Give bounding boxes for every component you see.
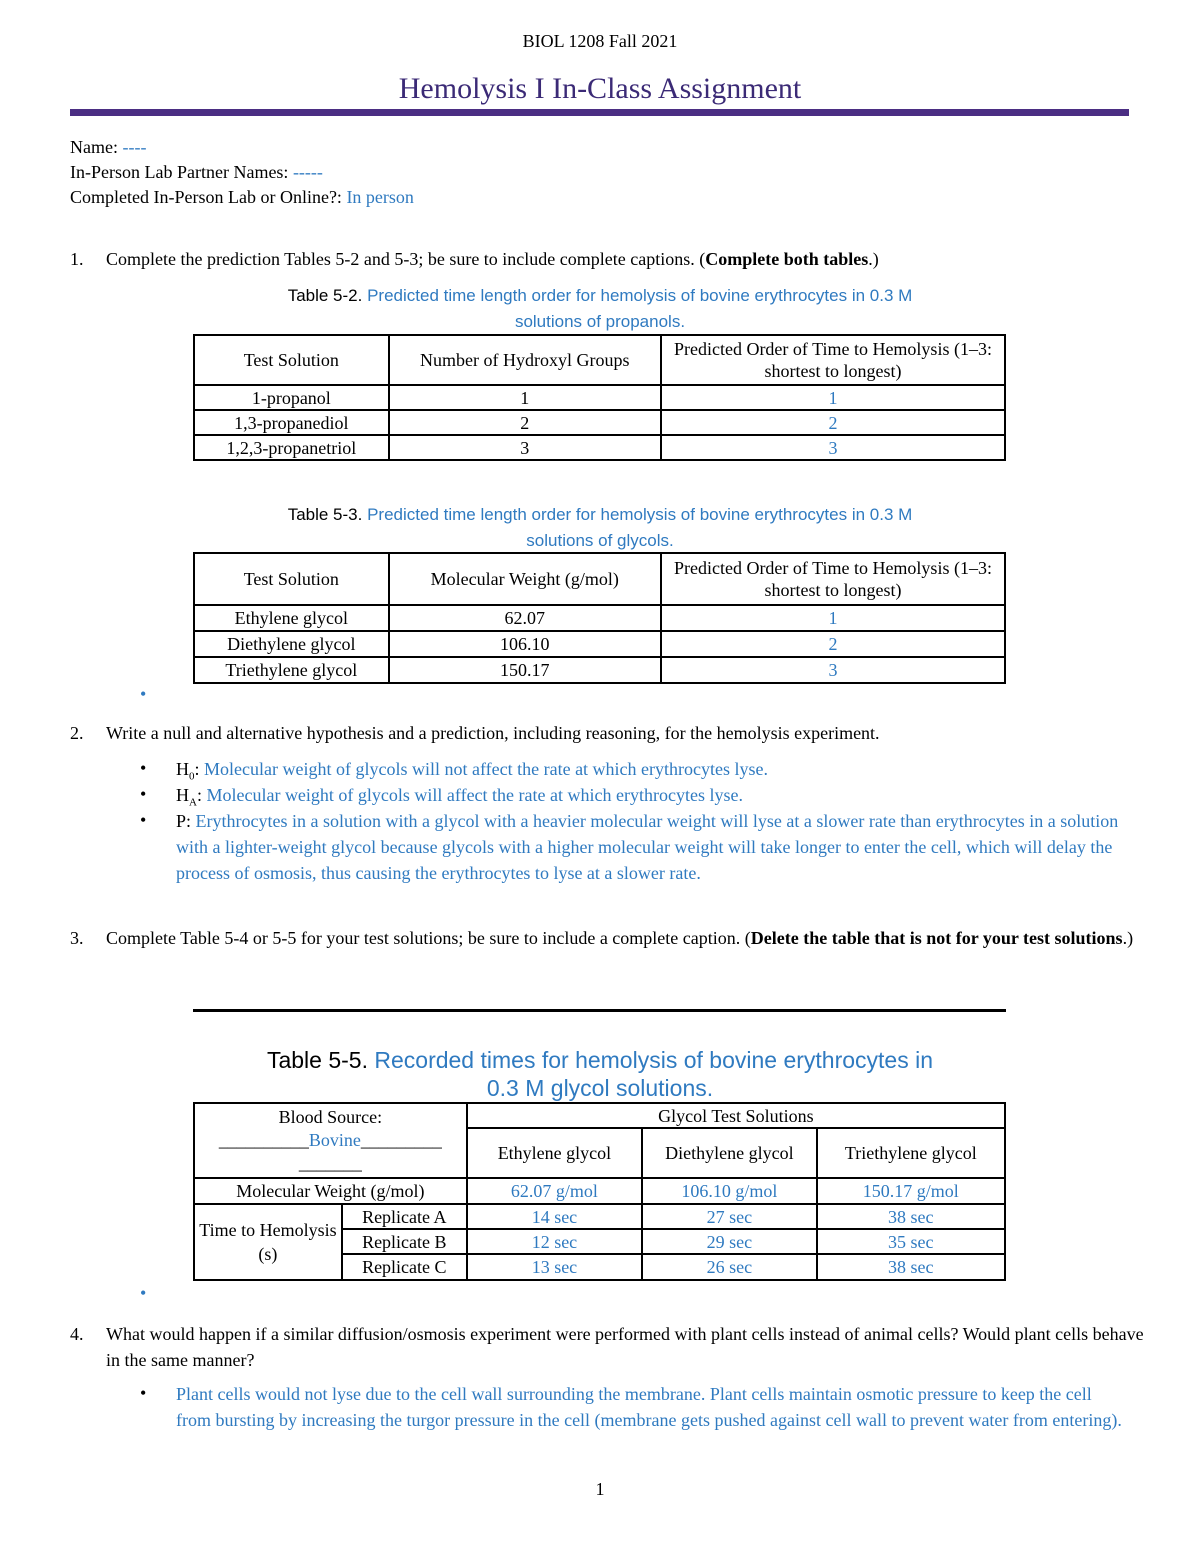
- table-cell: 13 sec: [467, 1254, 642, 1280]
- table-cell: 1,3-propanediol: [194, 410, 389, 435]
- header-cell: Predicted Order of Time to Hemolysis (1–3: shortest to longest): [661, 335, 1005, 385]
- header-cell: Diethylene glycol: [642, 1128, 816, 1178]
- table-cell: 62.07: [389, 605, 661, 631]
- table-cell: 38 sec: [817, 1254, 1005, 1280]
- table-cell: Diethylene glycol: [194, 631, 389, 657]
- table-cell: 2: [661, 631, 1005, 657]
- header-cell: Number of Hydroxyl Groups: [389, 335, 661, 385]
- table-5-3: [193, 552, 1006, 684]
- table-cell: 3: [661, 435, 1005, 460]
- mw-label-cell: Molecular Weight (g/mol): [194, 1178, 467, 1204]
- table-cell: 62.07 g/mol: [467, 1178, 642, 1204]
- table55-caption-text2: 0.3 M glycol solutions.: [486, 1075, 714, 1101]
- q2-text: Write a null and alternative hypothesis and a prediction, including reasoning, for the hemolysis experiment.: [106, 723, 880, 743]
- table-row: [194, 657, 1005, 683]
- header-cell: Ethylene glycol: [467, 1128, 642, 1178]
- blood-underline: _________: [360, 1130, 442, 1150]
- header-cell: Molecular Weight (g/mol): [389, 553, 661, 605]
- table-cell: 150.17: [389, 657, 661, 683]
- name-label: Name:: [70, 137, 118, 157]
- p-text: Erythrocytes in a solution with a glycol with a heavier molecular weight will lyse at a slower rate than erythrocytes in a solution with a lighter-weight glycol because glycols with a higher molecular weight will take longer to enter the cell, which will delay the process of osmosis, thus causing the erythrocytes to lyse at a slower rate.: [176, 811, 1119, 883]
- table-row: [194, 410, 1005, 435]
- prediction: [176, 808, 1136, 886]
- q3-bold: Delete the table that is not for your test solutions: [750, 928, 1123, 948]
- table-cell: 106.10: [389, 631, 661, 657]
- q4-text: What would happen if a similar diffusion/osmosis experiment were performed with plant cells instead of animal cells? Would plant cells behave in the same manner?: [106, 1324, 1144, 1370]
- q1-end: .): [868, 249, 879, 269]
- header-cell: Test Solution: [194, 335, 389, 385]
- table52-caption-label: Table 5-2.: [287, 286, 363, 305]
- ha-bullet: •: [140, 784, 147, 804]
- q3-text: [106, 925, 1136, 951]
- h0-label: H: [176, 759, 189, 779]
- table-row: [194, 1178, 1005, 1204]
- replicate-label: Replicate C: [342, 1254, 467, 1280]
- q4-number: 4.: [70, 1324, 84, 1344]
- blood-source-value: Bovine: [308, 1130, 361, 1150]
- blood-underline: __________: [218, 1130, 309, 1150]
- q4-answer: Plant cells would not lyse due to the cell wall surrounding the membrane. Plant cells maintain osmotic pressure to keep the cell from bursting by increasing the turgor pressure in the cell (membrane gets pushed against cell wall to prevent water from entering).: [176, 1384, 1122, 1430]
- table52-caption: [190, 283, 1010, 335]
- table-cell: 106.10 g/mol: [642, 1178, 816, 1204]
- table-cell: 1: [661, 605, 1005, 631]
- q1-number: 1.: [70, 249, 84, 269]
- group-header-cell: Glycol Test Solutions: [467, 1103, 1005, 1128]
- table-row: [194, 1204, 1005, 1229]
- table-cell: Ethylene glycol: [194, 605, 389, 631]
- page-title: Hemolysis I In-Class Assignment: [398, 72, 802, 105]
- table-cell: 1: [661, 385, 1005, 410]
- title-rule: [70, 109, 1129, 116]
- partner-line: [70, 162, 323, 183]
- table-cell: 12 sec: [467, 1229, 642, 1254]
- q1-text: [106, 246, 1136, 272]
- table-5-2: [193, 334, 1006, 461]
- page-number: 1: [595, 1479, 605, 1499]
- name-value: ----: [122, 137, 147, 157]
- table53-caption-text2: solutions of glycols.: [526, 531, 674, 550]
- table55-caption: [190, 1046, 1010, 1102]
- table-cell: 1,2,3-propanetriol: [194, 435, 389, 460]
- table55-caption-label: Table 5-5.: [266, 1047, 368, 1073]
- partner-value: -----: [292, 162, 323, 182]
- p-label: P:: [176, 811, 192, 831]
- replicate-label: Replicate B: [342, 1229, 467, 1254]
- q3-end: .): [1122, 928, 1134, 948]
- table53-caption-label: Table 5-3.: [287, 505, 363, 524]
- q3-number: 3.: [70, 928, 84, 948]
- table-cell: 14 sec: [467, 1204, 642, 1229]
- alternative-hypothesis: $H_A$: Molecular weight of glycols will affect the rate at which erythrocytes lyse.: [176, 785, 743, 809]
- table-cell: Triethylene glycol: [194, 657, 389, 683]
- partner-label: In-Person Lab Partner Names:: [70, 162, 289, 182]
- table-cell: 3: [389, 435, 661, 460]
- table-row: [194, 435, 1005, 460]
- table-row: [194, 631, 1005, 657]
- table-header-row: [194, 553, 1005, 605]
- q1-bold: Complete both tables: [705, 249, 869, 269]
- p-bullet: •: [140, 810, 147, 830]
- mode-line: [70, 187, 414, 208]
- table-row: [194, 385, 1005, 410]
- empty-bullet: •: [140, 1283, 147, 1303]
- header-cell: Triethylene glycol: [817, 1128, 1005, 1178]
- table-5-5: [193, 1102, 1006, 1281]
- table53-caption: [190, 502, 1010, 554]
- q1-prompt: Complete the prediction Tables 5-2 and 5-3; be sure to include complete captions. (: [106, 249, 706, 269]
- h0-text: Molecular weight of glycols will not affect the rate at which erythrocytes lyse.: [204, 759, 769, 779]
- null-hypothesis: $H_0$: Molecular weight of glycols will not affect the rate at which erythrocytes lyse.: [176, 759, 769, 783]
- mode-label: Completed In-Person Lab or Online?:: [70, 187, 342, 207]
- empty-bullet: •: [140, 684, 147, 704]
- header-cell: Test Solution: [194, 553, 389, 605]
- q2-number: 2.: [70, 723, 84, 743]
- table-cell: 38 sec: [817, 1204, 1005, 1229]
- table-cell: 1-propanol: [194, 385, 389, 410]
- name-line: [70, 137, 146, 158]
- ha-subscript: A: [189, 796, 197, 809]
- table55-caption-text1: Recorded times for hemolysis of bovine erythrocytes in: [374, 1047, 934, 1073]
- ha-label: H: [176, 785, 189, 805]
- blood-source-cell: [194, 1103, 467, 1178]
- time-label-cell: Time to Hemolysis (s): [194, 1204, 342, 1280]
- table-cell: 2: [389, 410, 661, 435]
- blood-underline: _______: [298, 1153, 362, 1173]
- table-cell: 150.17 g/mol: [817, 1178, 1005, 1204]
- header-cell: Predicted Order of Time to Hemolysis (1–3: shortest to longest): [661, 553, 1005, 605]
- q3-prompt: Complete Table 5-4 or 5-5 for your test solutions; be sure to include a complete caption. (: [106, 928, 751, 948]
- table-row: [194, 605, 1005, 631]
- h0-subscript: 0: [189, 770, 195, 783]
- table-cell: 3: [661, 657, 1005, 683]
- table52-caption-text2: solutions of propanols.: [514, 312, 686, 331]
- blood-source-label: Blood Source:: [278, 1107, 383, 1127]
- table-cell: 2: [661, 410, 1005, 435]
- replicate-label: Replicate A: [342, 1204, 467, 1229]
- q4-answer-bullet: •: [140, 1383, 147, 1403]
- table53-caption-text1: Predicted time length order for hemolysis of bovine erythrocytes in 0.3 M: [367, 505, 913, 524]
- table-cell: 1: [389, 385, 661, 410]
- separator-rule: [193, 1009, 1006, 1012]
- h0-bullet: •: [140, 758, 147, 778]
- table52-caption-text1: Predicted time length order for hemolysis of bovine erythrocytes in 0.3 M: [367, 286, 913, 305]
- course-header: BIOL 1208 Fall 2021: [522, 31, 678, 51]
- table-cell: 26 sec: [642, 1254, 816, 1280]
- table-header-row: [194, 1103, 1005, 1128]
- table-cell: 27 sec: [642, 1204, 816, 1229]
- ha-text: Molecular weight of glycols will affect the rate at which erythrocytes lyse.: [206, 785, 743, 805]
- table-header-row: [194, 335, 1005, 385]
- mode-value: In person: [346, 187, 414, 207]
- table-cell: 29 sec: [642, 1229, 816, 1254]
- table-cell: 35 sec: [817, 1229, 1005, 1254]
